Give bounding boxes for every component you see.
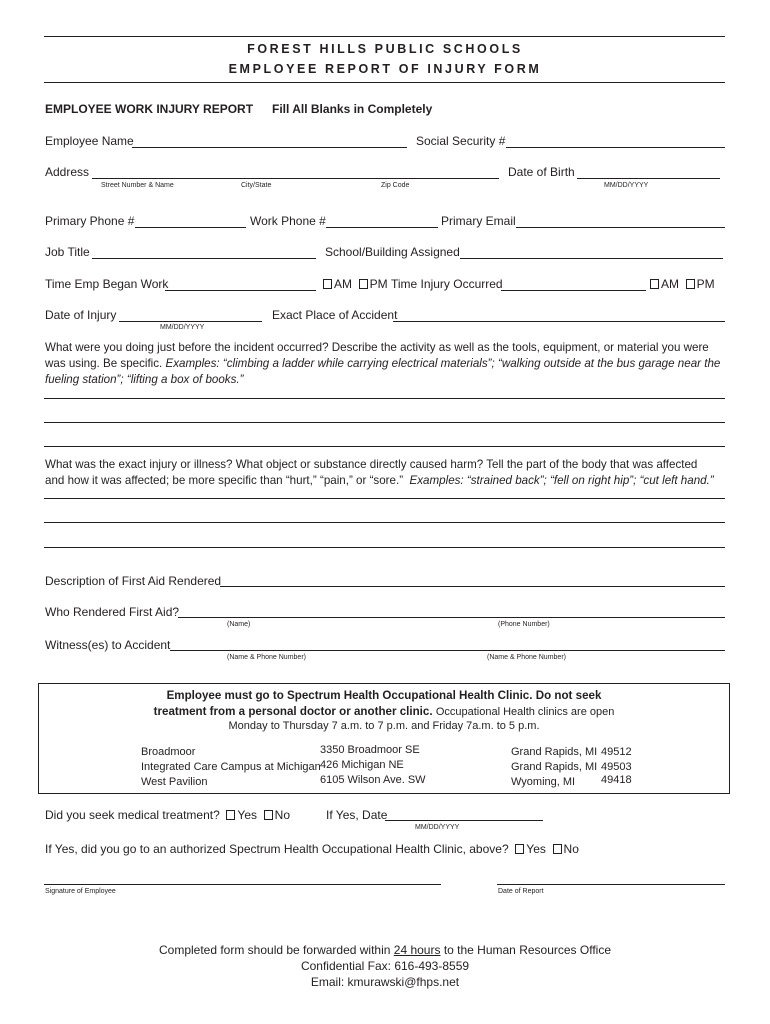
am-label: AM [334,277,352,291]
treatment-yes-label: Yes [237,808,257,822]
top-rule [44,36,725,37]
activity-question-text: What were you doing just before the incident occurred? Describe the activity as well as the tools, equipment, or material you were was using. Be specific. [45,341,709,370]
clinic-address-2: 426 Michigan NE [320,759,404,771]
time-injury-label: Time Injury Occurred [391,277,503,291]
pm-checkbox[interactable] [359,279,368,289]
fill-instruction: Fill All Blanks in Completely [272,102,433,116]
work-phone-label: Work Phone # [250,214,326,228]
exact-place-label: Exact Place of Accident [272,308,398,322]
employee-signature-line[interactable] [44,884,441,885]
clinic-notice-bold: treatment from a personal doctor or another clinic. [153,705,433,718]
clinic-notice-line-1: Employee must go to Spectrum Health Occupational Health Clinic. Do not seek [166,689,602,702]
school-field[interactable] [460,258,723,259]
treatment-date-label: If Yes, Date [326,808,388,822]
district-title: FOREST HILLS PUBLIC SCHOOLS [247,42,523,56]
time-injury-ampm [650,277,715,291]
activity-answer-line-1[interactable] [44,398,725,399]
clinic-notice-line-2 [39,705,729,718]
first-aid-who-field[interactable] [178,617,725,618]
time-began-field[interactable] [165,290,316,291]
address-zip-sub: Zip Code [381,182,410,189]
injury-question-line-2 [45,473,714,489]
witness-sub-1: (Name & Phone Number) [227,654,306,661]
authorized-yes-label: Yes [526,842,546,856]
clinic-city-1: Grand Rapids, MI [511,746,598,758]
date-injury-label: Date of Injury [45,308,117,322]
time-injury-field[interactable] [501,290,646,291]
clinic-info-box [38,683,730,794]
am-checkbox-2[interactable] [650,279,659,289]
employee-name-label: Employee Name [45,134,134,148]
footer-fax: Confidential Fax: 616-493-8559 [300,959,470,973]
treatment-date-field[interactable] [385,820,543,821]
am-label-2: AM [661,277,679,291]
clinic-zip-2: 49503 [601,761,632,773]
report-date-line[interactable] [497,884,725,885]
authorized-no-label: No [563,842,579,856]
primary-email-field[interactable] [516,227,725,228]
dob-field[interactable] [577,178,720,179]
report-date-label: Date of Report [498,888,544,895]
address-city-sub: City/State [241,182,272,189]
job-title-field[interactable] [92,258,316,259]
work-phone-field[interactable] [326,227,438,228]
activity-question [45,340,730,388]
first-aid-desc-label: Description of First Aid Rendered [45,574,222,588]
footer-forwarding-hours: 24 hours [393,943,441,957]
injury-question-line-1: What was the exact injury or illness? What object or substance directly caused harm? Tell the part of the body that was affected [45,458,698,471]
exact-place-field[interactable] [393,321,725,322]
primary-phone-label: Primary Phone # [45,214,135,228]
clinic-city-2: Grand Rapids, MI [511,761,598,773]
activity-answer-line-3[interactable] [44,446,725,447]
report-title: EMPLOYEE WORK INJURY REPORT [45,102,254,116]
clinic-address-3: 6105 Wilson Ave. SW [320,774,426,786]
clinic-city-3: Wyoming, MI [511,776,576,788]
treatment-question [45,808,290,822]
first-aid-name-sub: (Name) [227,621,251,628]
address-street-sub: Street Number & Name [101,182,174,189]
witness-label: Witness(es) to Accident [45,638,171,652]
employee-name-field[interactable] [132,147,407,148]
time-began-label: Time Emp Began Work [45,277,169,291]
treatment-no-checkbox[interactable] [264,810,273,820]
address-field[interactable] [92,178,499,179]
employee-signature-label: Signature of Employee [45,888,116,895]
clinic-name-1: Broadmoor [141,746,196,758]
authorized-no-checkbox[interactable] [553,844,562,854]
dob-label: Date of Birth [508,165,575,179]
primary-phone-field[interactable] [135,227,246,228]
injury-examples: Examples: “strained back”; “fell on right hip”; “cut left hand.” [409,474,714,487]
treatment-yes-checkbox[interactable] [226,810,235,820]
authorized-yes-checkbox[interactable] [515,844,524,854]
clinic-zip-1: 49512 [601,746,632,758]
pm-checkbox-2[interactable] [686,279,695,289]
first-aid-who-label: Who Rendered First Aid? [45,605,180,619]
first-aid-phone-sub: (Phone Number) [498,621,550,628]
pm-label: PM [369,277,388,291]
primary-email-label: Primary Email [441,214,516,228]
ssn-label: Social Security # [416,134,506,148]
clinic-name-2: Integrated Care Campus at Michigan [141,761,321,773]
treatment-question-text: Did you seek medical treatment? [45,808,220,822]
address-label: Address [45,165,90,179]
clinic-name-3: West Pavilion [141,776,208,788]
school-label: School/Building Assigned [325,245,460,259]
clinic-address-1: 3350 Broadmoor SE [320,744,420,756]
first-aid-desc-field[interactable] [220,586,725,587]
activity-answer-line-2[interactable] [44,422,725,423]
am-checkbox[interactable] [323,279,332,289]
injury-answer-line-3[interactable] [44,547,725,548]
form-title: EMPLOYEE REPORT OF INJURY FORM [228,62,542,76]
date-injury-format-sub: MM/DD/YYYY [160,324,205,331]
footer-forwarding-post: to the Human Resources Office [440,943,612,957]
injury-question-text: and how it was affected; be more specific than “hurt,” “pain,” or “sore.” [45,474,404,487]
authorized-clinic-question [45,842,579,856]
job-title-label: Job Title [45,245,90,259]
header-rule [44,82,725,83]
treatment-date-format-sub: MM/DD/YYYY [415,824,460,831]
dob-format-sub: MM/DD/YYYY [604,182,649,189]
authorized-clinic-text: If Yes, did you go to an authorized Spectrum Health Occupational Health Clinic, above? [45,842,509,856]
witness-field[interactable] [170,650,725,651]
footer-forwarding-pre: Completed form should be forwarded within [158,943,394,957]
pm-label-2: PM [696,277,715,291]
footer-email[interactable]: Email: kmurawski@fhps.net [310,975,460,989]
activity-examples: Examples: “climbing a ladder while carrying electrical materials”; “walking outside at the bus garage near the fueling station”; “lifting a box of books.” [45,357,721,386]
date-injury-field[interactable] [119,321,262,322]
clinic-hours: Monday to Thursday 7 a.m. to 7 p.m. and Friday 7a.m. to 5 p.m. [228,720,540,732]
injury-answer-line-1[interactable] [44,498,725,499]
witness-sub-2: (Name & Phone Number) [487,654,566,661]
clinic-zip-3: 49418 [601,774,632,786]
footer-forwarding [0,943,770,957]
ssn-field[interactable] [506,147,725,148]
treatment-no-label: No [274,808,291,822]
injury-answer-line-2[interactable] [44,522,725,523]
clinic-notice-normal: Occupational Health clinics are open [435,706,615,718]
time-began-ampm [323,277,388,291]
